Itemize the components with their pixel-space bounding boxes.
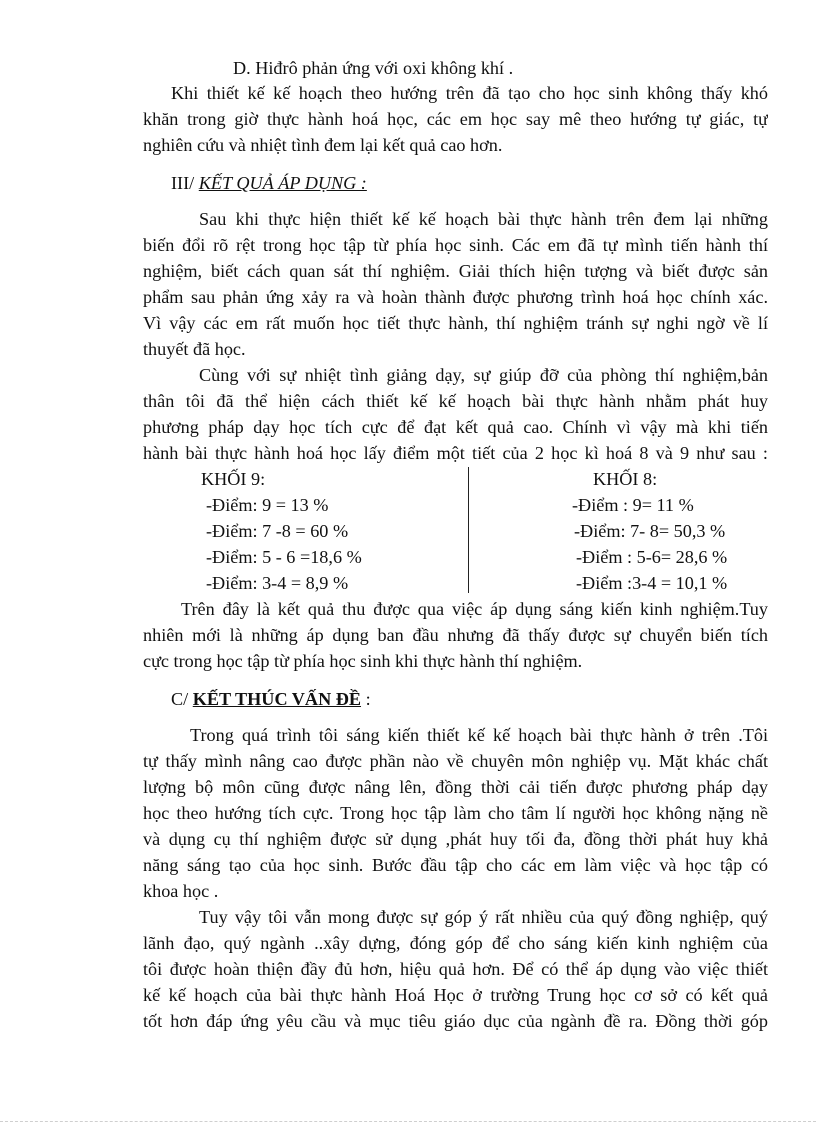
grade8-score-row: -Điểm : 5-6= 28,6 %: [576, 547, 728, 567]
paragraph-line: nghiệm, biết cách quan sát thí nghiệm. Giải thích hiện tượng và biết được sản: [143, 261, 768, 281]
answer-option-d: D. Hiđrô phản ứng với oxi không khí .: [233, 58, 514, 78]
paragraph-line: Cùng với sự nhiệt tình giảng dạy, sự giúp đỡ của phòng thí nghiệm,bản: [199, 365, 768, 385]
paragraph-line: hành bài thực hành hoá học lấy điểm một tiết của 2 học kì hoá 8 và 9 như sau :: [143, 443, 768, 463]
section-title: KẾT THÚC VẤN ĐỀ: [192, 689, 362, 709]
paragraph-line: tự thấy mình nâng cao được phần nào về chuyên môn nghiệp vụ. Mặt khác chất: [143, 751, 768, 771]
section-prefix: C/: [171, 689, 193, 709]
grade8-score-row: -Điểm :3-4 = 10,1 %: [576, 573, 728, 593]
paragraph-line: thuyết đã học.: [143, 339, 246, 359]
grade8-score-row: -Điểm: 7- 8= 50,3 %: [574, 521, 726, 541]
paragraph-line: phương pháp dạy học tích cực để đạt kết quả cao. Chính vì vậy mà khi tiến: [143, 417, 768, 437]
paragraph-line: học theo hướng tích cực. Trong học tập làm cho tâm lí người học không nặng nề: [143, 803, 768, 823]
grade9-score-row: -Điểm: 7 -8 = 60 %: [206, 521, 349, 541]
grade9-score-row: -Điểm: 3-4 = 8,9 %: [206, 573, 349, 593]
section-title: KẾT QUẢ ÁP DỤNG :: [198, 173, 367, 193]
paragraph-line: cực trong học tập từ phía học sinh khi thực hành thí nghiệm.: [143, 651, 583, 671]
column-divider: [468, 467, 469, 593]
paragraph-line: nghiên cứu và nhiệt tình đem lại kết quả cao hơn.: [143, 135, 503, 155]
paragraph-line: phẩm sau phản ứng xảy ra và hoàn thành được phương trình hoá học chính xác.: [143, 287, 768, 307]
paragraph-line: và dụng cụ thí nghiệm được sử dụng ,phát huy tối đa, đồng thời phát huy khả: [143, 829, 768, 849]
paragraph-line: kế kế hoạch của bài thực hành Hoá Học ở trường Trung học cơ sở có kết quả: [143, 985, 768, 1005]
paragraph-line: biến đổi rõ rệt trong học tập từ phía học sinh. Các em đã tự mình tiến hành thí: [143, 235, 768, 255]
section-suffix: :: [361, 689, 371, 709]
paragraph-line: lượng bộ môn cũng được nâng lên, đồng thời cải tiến được phương pháp dạy: [143, 777, 768, 797]
paragraph-line: Vì vậy các em rất muốn học tiết thực hành, thí nghiệm tránh sự nghi ngờ về lí: [143, 313, 768, 333]
section-heading-conclusion: [171, 686, 371, 712]
paragraph-line: tôi được hoàn thiện đầy đủ hơn, hiệu quả hơn. Để có thể áp dụng vào việc thiết: [143, 959, 768, 979]
paragraph-line: Trong quá trình tôi sáng kiến thiết kế kế hoạch bài thực hành ở trên .Tôi: [190, 725, 768, 745]
grade8-title: KHỐI 8:: [593, 469, 658, 489]
paragraph-line: Trên đây là kết quả thu được qua việc áp dụng sáng kiến kinh nghiệm.Tuy: [181, 599, 768, 619]
grade8-score-row: -Điểm : 9= 11 %: [572, 495, 694, 515]
paragraph-line: nhiên mới là những áp dụng ban đầu nhưng đã thấy được sự chuyển biến tích: [143, 625, 768, 645]
grade9-title: KHỐI 9:: [201, 469, 266, 489]
section-heading-results: [171, 170, 367, 196]
paragraph-line: Khi thiết kế kế hoạch theo hướng trên đã tạo cho học sinh không thấy khó: [171, 83, 768, 103]
grade9-score-row: -Điểm: 5 - 6 =18,6 %: [206, 547, 362, 567]
grade9-score-row: -Điểm: 9 = 13 %: [206, 495, 329, 515]
paragraph-line: Sau khi thực hiện thiết kế kế hoạch bài thực hành trên đem lại những: [199, 209, 768, 229]
section-prefix: III/: [171, 173, 199, 193]
paragraph-line: Tuy vậy tôi vẫn mong được sự góp ý rất nhiều của quý đồng nghiệp, quý: [199, 907, 768, 927]
paragraph-line: khăn trong giờ thực hành hoá học, các em học say mê theo hướng tự giác, tự: [143, 109, 768, 129]
paragraph-line: lãnh đạo, quý ngành ..xây dựng, đóng góp để cho sáng kiến kinh nghiệm của: [143, 933, 768, 953]
paragraph-line: thân tôi đã thể hiện cách thiết kế kế hoạch bài thực hành nhằm phát huy: [143, 391, 768, 411]
paragraph-line: tốt hơn đáp ứng yêu cầu và mục tiêu giáo dục của ngành đề ra. Đồng thời góp: [143, 1011, 768, 1031]
paragraph-line: năng sáng tạo của học sinh. Bước đầu tập cho các em làm việc và học tập có: [143, 855, 768, 875]
paragraph-line: khoa học .: [143, 881, 219, 901]
